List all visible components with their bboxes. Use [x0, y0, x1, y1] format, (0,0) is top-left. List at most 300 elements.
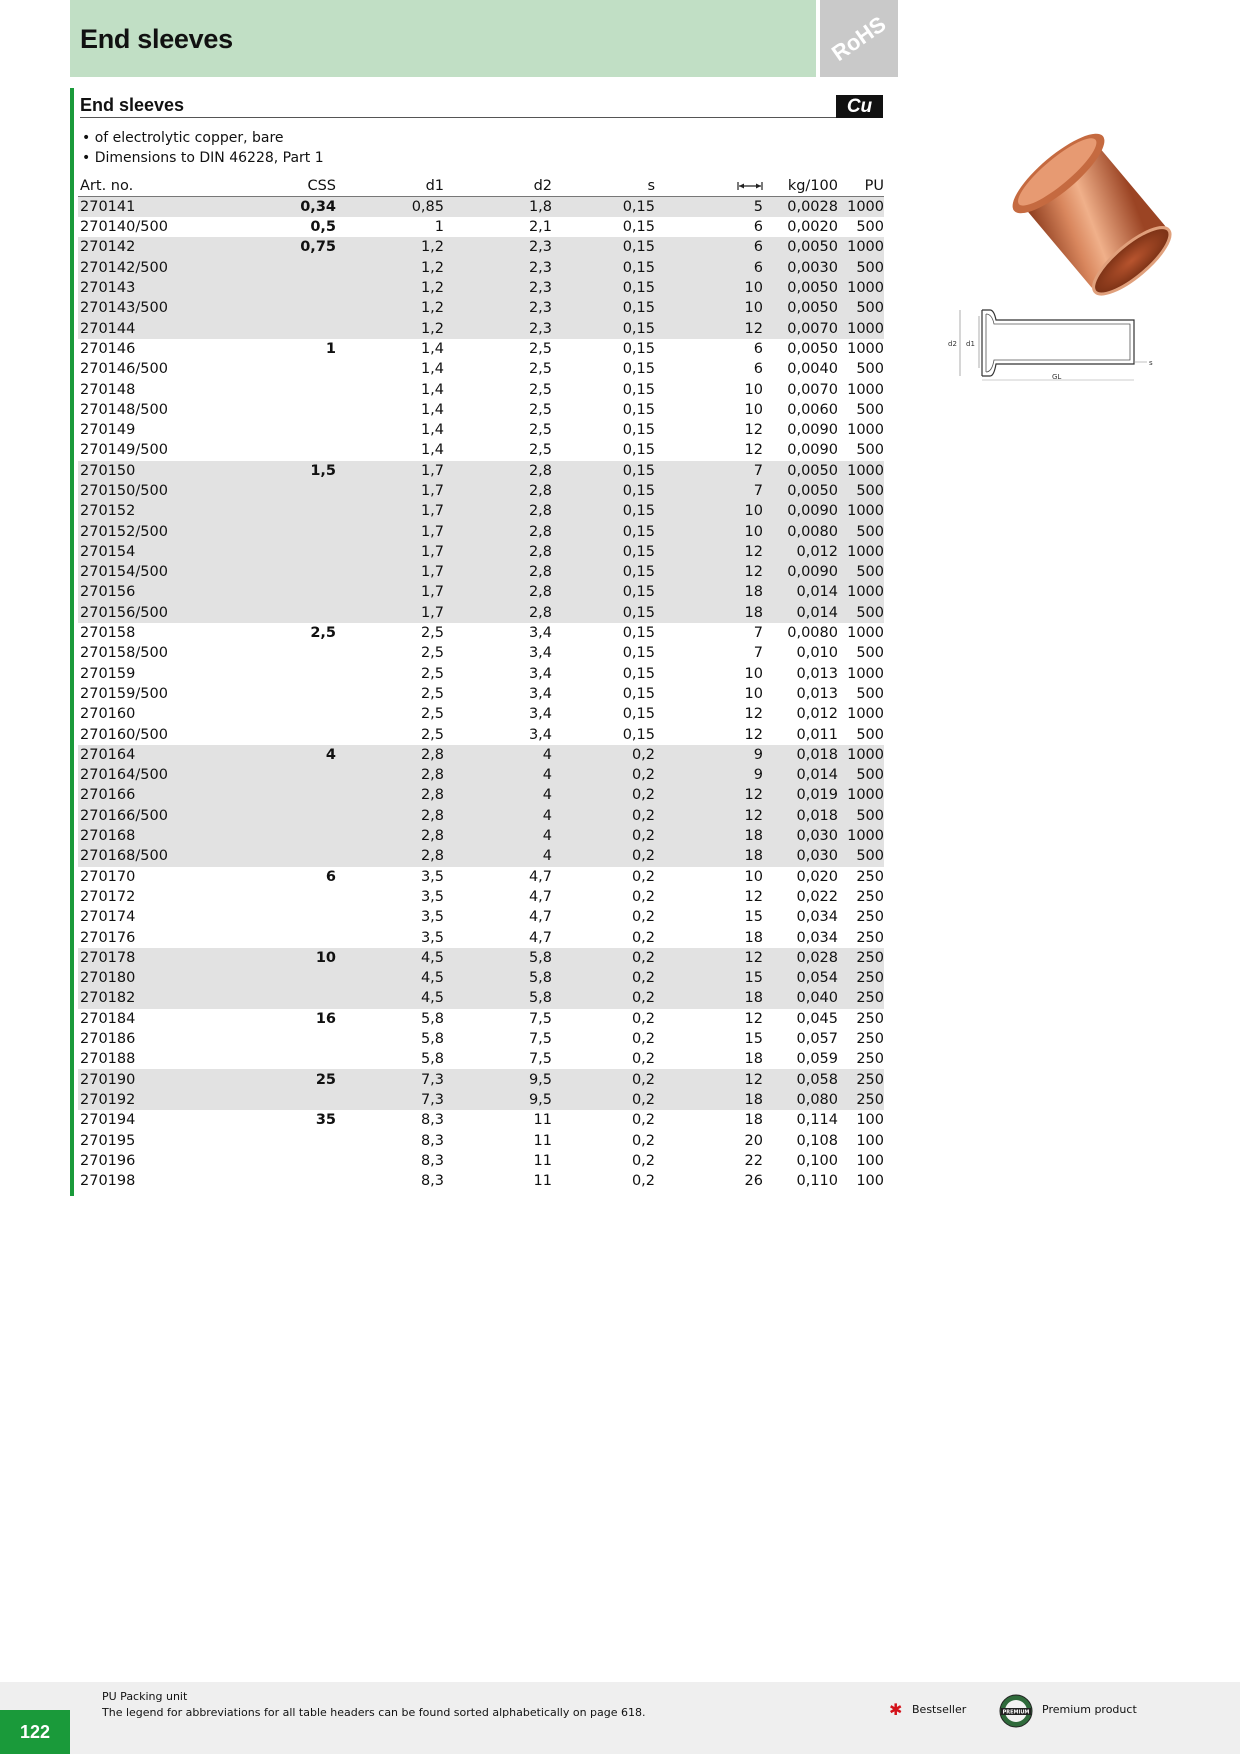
cell-s: 0,15	[622, 422, 655, 439]
table-row	[78, 501, 884, 521]
cell-d2: 2,8	[444, 461, 552, 481]
drawing-label-gl: GL	[1052, 373, 1062, 381]
cell-css	[218, 521, 336, 541]
cell-css	[218, 359, 336, 379]
cell-s: 0,2	[552, 745, 655, 765]
cell-art-no: 270156/500	[78, 603, 218, 623]
cell-pu: 250	[838, 968, 884, 988]
cell-pu: 250	[856, 909, 884, 926]
table-row	[78, 664, 884, 684]
cell-weight: 0,0090	[763, 562, 838, 582]
cell-pu: 500	[856, 726, 884, 743]
rohs-badge	[820, 0, 898, 77]
table-row	[78, 1171, 884, 1191]
cell-css	[218, 1171, 336, 1191]
cell-pu: 500	[838, 481, 884, 501]
cell-d1: 1,2	[336, 318, 444, 338]
cell-s: 0,2	[552, 826, 655, 846]
page-number: 122	[0, 1710, 70, 1754]
bestseller-label: Bestseller	[912, 1703, 967, 1716]
cell-length: 10	[744, 685, 763, 702]
cell-length: 15	[744, 909, 763, 926]
cell-d2: 3,4	[528, 726, 552, 743]
table-row	[78, 278, 884, 298]
cell-d2: 2,5	[528, 401, 552, 418]
cell-d2: 3,4	[528, 665, 552, 682]
cell-weight: 0,108	[796, 1132, 838, 1149]
cell-weight: 0,014	[763, 603, 838, 623]
cell-css	[218, 298, 336, 318]
cell-weight: 0,0050	[763, 237, 838, 257]
cell-length: 6	[753, 340, 763, 357]
material-badge: Cu	[836, 95, 883, 118]
cell-weight: 0,012	[763, 542, 838, 562]
cell-d2: 9,5	[444, 1090, 552, 1110]
col-header-css: CSS	[218, 176, 336, 197]
cell-css	[218, 1049, 336, 1069]
cell-pu: 500	[838, 298, 884, 318]
cell-css	[218, 603, 336, 623]
cell-length: 12	[655, 806, 763, 826]
cell-weight: 0,0070	[787, 381, 838, 398]
cell-length: 12	[744, 442, 763, 459]
cell-length: 12	[744, 422, 763, 439]
cell-length: 10	[744, 381, 763, 398]
cell-d2: 2,5	[528, 442, 552, 459]
cell-d2: 4	[444, 745, 552, 765]
cell-pu: 100	[856, 1173, 884, 1190]
cell-pu: 250	[856, 888, 884, 905]
cell-s: 0,2	[631, 929, 655, 946]
col-header-d2: d2	[444, 176, 552, 197]
table-row	[78, 785, 884, 805]
table-row	[78, 379, 884, 399]
table-row	[78, 907, 884, 927]
cell-pu: 100	[856, 1152, 884, 1169]
table-row	[78, 562, 884, 582]
cell-s: 0,2	[631, 1132, 655, 1149]
cell-d1: 2,8	[336, 846, 444, 866]
cell-css	[218, 1130, 336, 1150]
cell-d1: 2,5	[420, 706, 444, 723]
cell-weight: 0,0020	[787, 219, 838, 236]
cell-s: 0,2	[552, 948, 655, 968]
cell-art-no: 270160	[80, 706, 136, 723]
cell-d2: 4	[444, 785, 552, 805]
cell-weight: 0,0080	[787, 625, 838, 642]
cell-length: 26	[744, 1173, 763, 1190]
cell-s: 0,2	[552, 806, 655, 826]
cell-css	[218, 988, 336, 1008]
cell-pu: 250	[856, 868, 884, 885]
cell-d2: 4	[444, 765, 552, 785]
table-row	[78, 318, 884, 338]
cell-length: 10	[744, 401, 763, 418]
footer-note-legend: The legend for abbreviations for all table headers can be found sorted alphabetically on page 618.	[102, 1706, 646, 1719]
cell-length: 15	[655, 968, 763, 988]
cell-length: 10	[655, 521, 763, 541]
cell-art-no: 270178	[78, 948, 218, 968]
cell-d2: 7,5	[528, 1010, 552, 1027]
cell-art-no: 270196	[80, 1152, 136, 1169]
cell-pu: 500	[838, 765, 884, 785]
cell-css: 1,5	[218, 461, 336, 481]
cell-art-no: 270195	[80, 1132, 136, 1149]
cell-d1: 1,4	[420, 442, 444, 459]
cell-s: 0,15	[622, 442, 655, 459]
cell-length: 12	[655, 785, 763, 805]
cell-art-no: 270150/500	[78, 481, 218, 501]
cell-s: 0,15	[552, 521, 655, 541]
cell-d2: 1,8	[444, 197, 552, 218]
drawing-label-d1: d1	[966, 340, 975, 348]
cell-weight: 0,013	[796, 685, 838, 702]
cell-d1: 2,5	[420, 645, 444, 662]
cell-css	[218, 258, 336, 278]
cell-length: 20	[744, 1132, 763, 1149]
cell-d2: 9,5	[444, 1069, 552, 1089]
table-row	[78, 582, 884, 602]
cell-s: 0,15	[622, 665, 655, 682]
cell-weight: 0,0090	[787, 422, 838, 439]
cell-d1: 3,5	[420, 909, 444, 926]
cell-pu: 1000	[838, 461, 884, 481]
cell-art-no: 270152	[78, 501, 218, 521]
cell-d2: 2,3	[444, 258, 552, 278]
cell-s: 0,2	[552, 785, 655, 805]
cell-art-no: 270160/500	[80, 726, 168, 743]
cell-s: 0,15	[622, 401, 655, 418]
col-header-weight: kg/100	[763, 176, 838, 197]
premium-label: Premium product	[1042, 1703, 1137, 1716]
cell-art-no: 270140/500	[80, 219, 168, 236]
cell-pu: 1000	[847, 665, 884, 682]
table-row	[78, 684, 884, 704]
cell-weight: 0,0040	[787, 361, 838, 378]
section-accent-bar	[70, 88, 74, 1196]
cell-art-no: 270149/500	[80, 442, 168, 459]
cell-weight: 0,0080	[763, 521, 838, 541]
table-row	[78, 400, 884, 420]
feature-item: • of electrolytic copper, bare	[82, 128, 324, 148]
col-header-s: s	[552, 176, 655, 197]
cell-d1: 1,7	[336, 501, 444, 521]
cell-length: 6	[655, 258, 763, 278]
cell-weight: 0,012	[796, 706, 838, 723]
cell-d1: 1,7	[336, 542, 444, 562]
cell-length: 18	[655, 603, 763, 623]
cell-art-no: 270166/500	[78, 806, 218, 826]
cell-art-no: 270154	[78, 542, 218, 562]
cell-art-no: 270152/500	[78, 521, 218, 541]
cell-d1: 7,3	[336, 1069, 444, 1089]
cell-weight: 0,034	[796, 929, 838, 946]
cell-art-no: 270190	[78, 1069, 218, 1089]
cell-art-no: 270143	[78, 278, 218, 298]
cell-d2: 2,8	[444, 542, 552, 562]
cell-pu: 1000	[838, 501, 884, 521]
cell-css	[218, 278, 336, 298]
cell-length: 12	[655, 318, 763, 338]
cell-d1: 8,3	[420, 1132, 444, 1149]
cell-s: 0,2	[631, 1173, 655, 1190]
cell-d1: 4,5	[336, 988, 444, 1008]
cell-art-no: 270158/500	[80, 645, 168, 662]
table-row	[78, 521, 884, 541]
cell-css: 25	[218, 1069, 336, 1089]
cell-d2: 2,3	[444, 318, 552, 338]
cell-s: 0,15	[622, 726, 655, 743]
cell-css	[218, 704, 336, 724]
cell-pu: 1000	[847, 422, 884, 439]
col-header-art-no: Art. no.	[78, 176, 218, 197]
cell-weight: 0,100	[796, 1152, 838, 1169]
cell-length: 5	[655, 197, 763, 218]
cell-art-no: 270180	[78, 968, 218, 988]
cell-art-no: 270198	[80, 1173, 136, 1190]
table-row	[78, 237, 884, 257]
cell-length: 18	[744, 1112, 763, 1129]
cell-pu: 1000	[838, 826, 884, 846]
cell-weight: 0,0090	[763, 501, 838, 521]
table-row	[78, 623, 884, 643]
cell-s: 0,15	[552, 298, 655, 318]
cell-s: 0,15	[552, 237, 655, 257]
cell-length: 12	[744, 706, 763, 723]
cell-art-no: 270172	[80, 888, 136, 905]
cell-length: 10	[655, 501, 763, 521]
cell-d2: 11	[533, 1152, 552, 1169]
cell-d1: 2,8	[336, 765, 444, 785]
cell-d2: 7,5	[528, 1051, 552, 1068]
table-row	[78, 461, 884, 481]
cell-css	[218, 846, 336, 866]
table-row	[78, 420, 884, 440]
table-row	[78, 1130, 884, 1150]
cell-pu: 500	[856, 442, 884, 459]
cell-css: 6	[325, 868, 336, 885]
cell-length: 22	[744, 1152, 763, 1169]
cell-pu: 250	[838, 1090, 884, 1110]
cell-length: 7	[655, 481, 763, 501]
table-row	[78, 339, 884, 359]
cell-pu: 1000	[838, 745, 884, 765]
table-row	[78, 217, 884, 237]
cell-weight: 0,0030	[763, 258, 838, 278]
cell-weight: 0,014	[763, 765, 838, 785]
cell-d1: 7,3	[336, 1090, 444, 1110]
cell-d1: 1,2	[336, 278, 444, 298]
cell-art-no: 270150	[78, 461, 218, 481]
table-row	[78, 704, 884, 724]
cell-length: 18	[655, 1090, 763, 1110]
cell-css	[218, 1090, 336, 1110]
cell-weight: 0,019	[763, 785, 838, 805]
cell-css: 0,5	[310, 219, 336, 236]
cell-css: 16	[315, 1010, 336, 1027]
cell-art-no: 270149	[80, 422, 136, 439]
cell-css	[218, 968, 336, 988]
dimension-drawing	[942, 306, 1162, 386]
drawing-label-s: s	[1149, 359, 1153, 367]
cell-pu: 250	[856, 1010, 884, 1027]
cell-s: 0,15	[622, 645, 655, 662]
cell-weight: 0,058	[763, 1069, 838, 1089]
cell-pu: 1000	[847, 625, 884, 642]
cell-s: 0,15	[552, 258, 655, 278]
cell-d1: 1,7	[336, 481, 444, 501]
cell-s: 0,15	[622, 361, 655, 378]
cell-weight: 0,034	[796, 909, 838, 926]
cell-art-no: 270164	[78, 745, 218, 765]
cell-css	[218, 664, 336, 684]
cell-pu: 500	[856, 219, 884, 236]
table-row	[78, 724, 884, 744]
cell-s: 0,15	[552, 562, 655, 582]
cell-d1: 2,8	[336, 785, 444, 805]
section-divider	[80, 117, 883, 118]
cell-length: 10	[655, 298, 763, 318]
cell-art-no: 270170	[80, 868, 136, 885]
cell-d1: 2,5	[420, 685, 444, 702]
cell-d2: 2,1	[528, 219, 552, 236]
cell-s: 0,15	[622, 706, 655, 723]
cell-pu: 250	[838, 1069, 884, 1089]
cell-s: 0,15	[622, 625, 655, 642]
cell-weight: 0,020	[796, 868, 838, 885]
cell-d1: 1,7	[336, 521, 444, 541]
cell-weight: 0,030	[763, 826, 838, 846]
cell-pu: 500	[838, 521, 884, 541]
cell-s: 0,15	[552, 481, 655, 501]
cell-css	[218, 481, 336, 501]
table-row	[78, 927, 884, 947]
table-row	[78, 948, 884, 968]
cell-pu: 1000	[847, 706, 884, 723]
cell-art-no: 270159/500	[80, 685, 168, 702]
cell-d1: 2,5	[420, 625, 444, 642]
cell-d1: 1,7	[336, 603, 444, 623]
col-header-length	[655, 176, 763, 197]
table-row	[78, 988, 884, 1008]
cell-pu: 1000	[838, 197, 884, 218]
cell-weight: 0,110	[796, 1173, 838, 1190]
cell-pu: 1000	[838, 542, 884, 562]
cell-length: 9	[655, 765, 763, 785]
table-row	[78, 1029, 884, 1049]
cell-d1: 3,5	[420, 929, 444, 946]
cell-weight: 0,0090	[787, 442, 838, 459]
table-row	[78, 1151, 884, 1171]
cell-css	[218, 806, 336, 826]
cell-weight: 0,014	[763, 582, 838, 602]
cell-d2: 3,4	[528, 685, 552, 702]
table-row	[78, 298, 884, 318]
cell-weight: 0,0050	[763, 278, 838, 298]
cell-css	[218, 400, 336, 420]
cell-d1: 4,5	[336, 948, 444, 968]
cell-pu: 250	[856, 1051, 884, 1068]
cell-art-no: 270156	[78, 582, 218, 602]
cell-s: 0,15	[552, 542, 655, 562]
cell-s: 0,2	[552, 1090, 655, 1110]
cell-css: 35	[315, 1112, 336, 1129]
cell-art-no: 270166	[78, 785, 218, 805]
cell-pu: 500	[838, 258, 884, 278]
cell-length: 12	[655, 542, 763, 562]
cell-weight: 0,011	[796, 726, 838, 743]
cell-pu: 500	[838, 846, 884, 866]
cell-weight: 0,018	[763, 745, 838, 765]
cell-weight: 0,010	[796, 645, 838, 662]
cell-d1: 1,2	[336, 237, 444, 257]
cell-s: 0,2	[631, 888, 655, 905]
cell-d2: 11	[533, 1132, 552, 1149]
drawing-label-d2: d2	[948, 340, 957, 348]
cell-css: 2,5	[310, 625, 336, 642]
cell-d1: 1	[434, 219, 444, 236]
col-header-d1: d1	[336, 176, 444, 197]
cell-length: 18	[655, 826, 763, 846]
cell-weight: 0,0050	[763, 461, 838, 481]
cell-d2: 2,3	[444, 237, 552, 257]
cell-d1: 5,8	[420, 1051, 444, 1068]
cell-weight: 0,030	[763, 846, 838, 866]
cell-css	[218, 582, 336, 602]
cell-art-no: 270148/500	[80, 401, 168, 418]
cell-css	[218, 1151, 336, 1171]
cell-d1: 2,8	[336, 826, 444, 846]
cell-d2: 4	[444, 806, 552, 826]
cell-css: 1	[325, 340, 336, 357]
cell-length: 6	[753, 361, 763, 378]
cell-s: 0,2	[552, 846, 655, 866]
cell-weight: 0,0050	[787, 340, 838, 357]
cell-weight: 0,114	[796, 1112, 838, 1129]
cell-art-no: 270146/500	[80, 361, 168, 378]
cell-pu: 500	[856, 401, 884, 418]
cell-d2: 2,8	[444, 562, 552, 582]
cell-css	[218, 724, 336, 744]
section-title: End sleeves	[80, 95, 185, 115]
table-row	[78, 765, 884, 785]
cell-d2: 3,4	[528, 625, 552, 642]
cell-s: 0,2	[631, 1051, 655, 1068]
cell-d2: 3,4	[528, 706, 552, 723]
cell-css	[218, 907, 336, 927]
rohs-label: RoHS	[827, 11, 891, 67]
cell-s: 0,15	[552, 582, 655, 602]
cell-d1: 1,7	[336, 461, 444, 481]
cell-pu: 1000	[838, 582, 884, 602]
cell-art-no: 270142/500	[78, 258, 218, 278]
cell-pu: 500	[856, 685, 884, 702]
table-row	[78, 1069, 884, 1089]
table-row	[78, 1009, 884, 1029]
cell-art-no: 270154/500	[78, 562, 218, 582]
cell-d1: 8,3	[420, 1112, 444, 1129]
cell-css: 10	[218, 948, 336, 968]
cell-art-no: 270141	[78, 197, 218, 218]
cell-d2: 2,5	[528, 361, 552, 378]
cell-s: 0,2	[631, 1152, 655, 1169]
cell-s: 0,15	[622, 685, 655, 702]
cell-length: 12	[744, 1010, 763, 1027]
cell-weight: 0,054	[763, 968, 838, 988]
cell-d1: 8,3	[420, 1152, 444, 1169]
cell-s: 0,2	[631, 909, 655, 926]
cell-weight: 0,0070	[763, 318, 838, 338]
